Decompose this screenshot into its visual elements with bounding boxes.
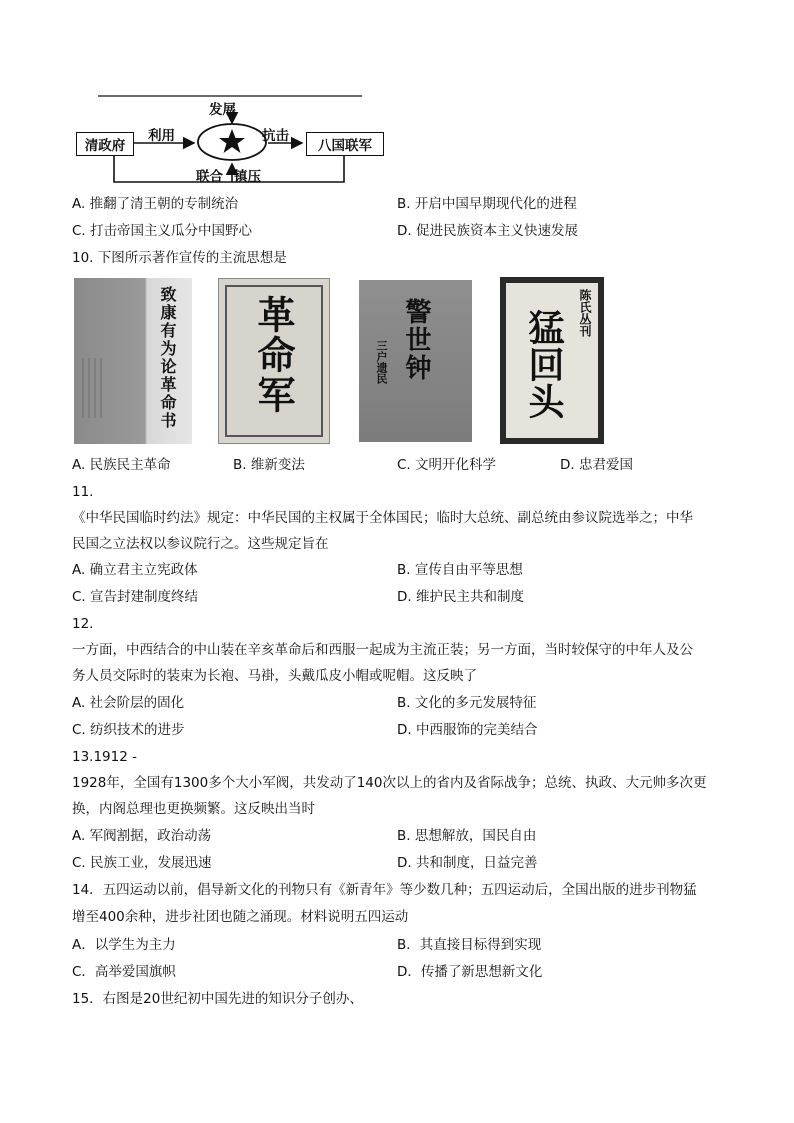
book-cover-1 bbox=[74, 278, 192, 444]
q9-option-d: D. 促进民族资本主义快速发展 bbox=[397, 223, 578, 239]
q9-option-c: C. 打击帝国主义瓜分中国野心 bbox=[72, 223, 253, 239]
q13-stem-line1: 1928年，全国有1300多个大小军阀，共发动了140次以上的省内及省际战争；总统、执政、大元帅多次更 bbox=[72, 775, 707, 791]
q14-stem-line2: 增至400余种，进步社团也随之涌现。材料说明五四运动 bbox=[72, 909, 409, 925]
eight-nation-alliance-box: 八国联军 bbox=[306, 132, 384, 156]
cover3-title: 警世钟 bbox=[401, 298, 431, 382]
q13-option-d: D. 共和制度，日益完善 bbox=[397, 855, 538, 871]
q10-stem: 10. 下图所示著作宣传的主流思想是 bbox=[72, 250, 287, 266]
q13-option-c: C. 民族工业，发展迅速 bbox=[72, 855, 212, 871]
develop-label: 发展 bbox=[209, 102, 236, 118]
q9-option-b: B. 开启中国早期现代化的进程 bbox=[397, 196, 577, 212]
q9-option-a: A. 推翻了清王朝的专制统治 bbox=[72, 196, 239, 212]
suppress-label: 镇压 bbox=[234, 169, 261, 185]
q12-option-c: C. 纺织技术的进步 bbox=[72, 722, 185, 738]
q10-option-a: A. 民族民主革命 bbox=[72, 457, 171, 473]
cover1-title: 致康有为论革命书 bbox=[158, 286, 177, 430]
q10-option-c: C. 文明开化科学 bbox=[397, 457, 497, 473]
q14-option-d: D．传播了新思想新文化 bbox=[397, 964, 543, 980]
unite-label: 联合 bbox=[196, 169, 223, 185]
q13-option-b: B. 思想解放，国民自由 bbox=[397, 828, 537, 844]
book-cover-3 bbox=[359, 280, 472, 442]
q10-option-d: D. 忠君爱国 bbox=[560, 457, 633, 473]
q14-option-c: C．高举爱国旗帜 bbox=[72, 964, 176, 980]
q11-stem-line1: 《中华民国临时约法》规定：中华民国的主权属于全体国民；临时大总统、副总统由参议院选举之；中华 bbox=[72, 510, 693, 526]
cover4-panel bbox=[506, 283, 598, 438]
resist-label: 抗击 bbox=[262, 128, 289, 144]
cover3-subtitle: 三户遗民 bbox=[375, 340, 388, 384]
q12-option-d: D. 中西服饰的完美结合 bbox=[397, 722, 538, 738]
q11-stem-line2: 民国之立法权以参议院行之。这些规定旨在 bbox=[72, 536, 329, 552]
cover4-header: 陈氏丛刊 bbox=[578, 289, 592, 337]
cover1-small-print bbox=[82, 358, 102, 418]
q11-option-c: C. 宣告封建制度终结 bbox=[72, 589, 199, 605]
cover4-title: 猛回头 bbox=[523, 309, 565, 420]
book-cover-4 bbox=[500, 277, 604, 444]
q11-option-d: D. 维护民主共和制度 bbox=[397, 589, 524, 605]
q12-option-b: B. 文化的多元发展特征 bbox=[397, 695, 537, 711]
q12-number: 12. bbox=[72, 616, 94, 632]
q14-stem-line1: 14．五四运动以前，倡导新文化的刊物只有《新青年》等少数几种；五四运动后，全国出版的进步刊物猛 bbox=[72, 882, 697, 898]
q13-stem-line2: 换，内阁总理也更换频繁。这反映出当时 bbox=[72, 801, 315, 817]
q12-stem-line1: 一方面，中西结合的中山装在辛亥革命后和西服一起成为主流正装；另一方面，当时较保守的中年人及公 bbox=[72, 642, 693, 658]
q13-option-a: A. 军阀割据，政治动荡 bbox=[72, 828, 212, 844]
book-cover-2 bbox=[218, 278, 330, 444]
cover2-title: 革命军 bbox=[251, 295, 296, 415]
q11-option-b: B. 宣传自由平等思想 bbox=[397, 562, 523, 578]
use-label: 利用 bbox=[148, 128, 175, 144]
q12-stem-line2: 务人员交际时的装束为长袍、马褂，头戴瓜皮小帽或呢帽。这反映了 bbox=[72, 668, 477, 684]
q10-option-b: B. 维新变法 bbox=[233, 457, 305, 473]
q15-stem-line1: 15．右图是20世纪初中国先进的知识分子创办、 bbox=[72, 991, 363, 1007]
q14-option-b: B．其直接目标得到实现 bbox=[397, 937, 542, 953]
history-diagram bbox=[70, 92, 390, 188]
q11-number: 11. bbox=[72, 484, 94, 500]
qing-government-box: 清政府 bbox=[76, 132, 134, 156]
q11-option-a: A. 确立君主立宪政体 bbox=[72, 562, 198, 578]
q14-option-a: A．以学生为主力 bbox=[72, 937, 176, 953]
q12-option-a: A. 社会阶层的固化 bbox=[72, 695, 185, 711]
q13-number: 13.1912 - bbox=[72, 749, 137, 765]
